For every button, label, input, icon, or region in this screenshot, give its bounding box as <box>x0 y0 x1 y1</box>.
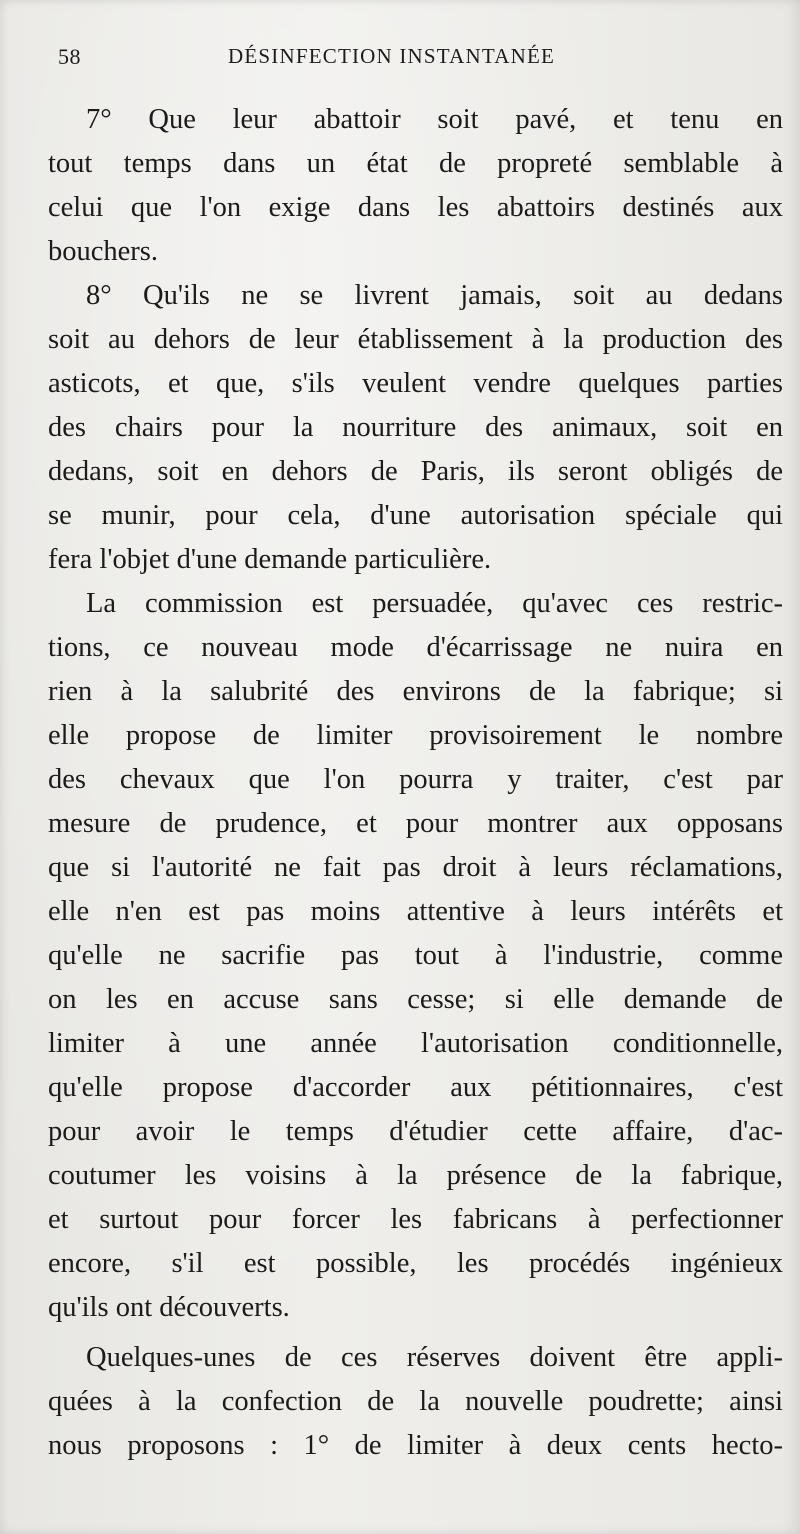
text-line: tions, ce nouveau mode d'écarrissage ne nuira en <box>48 632 783 663</box>
body-text <box>48 98 783 1468</box>
text-line: elle n'en est pas moins attentive à leurs intérêts et <box>48 896 783 927</box>
text-line: elle propose de limiter provisoirement le nombre <box>48 720 783 751</box>
running-title: DÉSINFECTION INSTANTANÉE <box>228 44 555 68</box>
paragraph-commission <box>48 582 783 1330</box>
text-line: qu'elle ne sacrifie pas tout à l'industrie, comme <box>48 940 783 971</box>
text-line: mesure de prudence, et pour montrer aux opposans <box>48 808 783 839</box>
text-line: dedans, soit en dehors de Paris, ils seront obligés de <box>48 456 783 487</box>
text-line: et surtout pour forcer les fabricans à perfectionner <box>48 1204 783 1235</box>
paragraph-reserves <box>48 1336 783 1468</box>
text-line: nous proposons : 1° de limiter à deux cents hecto- <box>48 1430 783 1461</box>
text-line: pour avoir le temps d'étudier cette affaire, d'ac- <box>48 1116 783 1147</box>
text-line: qu'elle propose d'accorder aux pétitionnaires, c'est <box>48 1072 783 1103</box>
text-line: 7° Que leur abattoir soit pavé, et tenu en <box>86 104 783 135</box>
text-line: rien à la salubrité des environs de la fabrique; si <box>48 676 783 707</box>
text-line: qu'ils ont découverts. <box>48 1292 290 1323</box>
text-line: on les en accuse sans cesse; si elle demande de <box>48 984 783 1015</box>
page-header <box>50 44 790 78</box>
page-number: 58 <box>58 44 81 69</box>
text-line: se munir, pour cela, d'une autorisation spéciale qui <box>48 500 783 531</box>
text-line: encore, s'il est possible, les procédés ingénieux <box>48 1248 783 1279</box>
text-line: coutumer les voisins à la présence de la fabrique, <box>48 1160 783 1191</box>
paragraph-article-7 <box>48 98 783 274</box>
text-line: quées à la confection de la nouvelle poudrette; ainsi <box>48 1386 783 1417</box>
text-line: asticots, et que, s'ils veulent vendre quelques parties <box>48 368 783 399</box>
text-line: bouchers. <box>48 236 159 267</box>
text-line: soit au dehors de leur établissement à la production des <box>48 324 783 355</box>
text-line: que si l'autorité ne fait pas droit à leurs réclamations, <box>48 852 783 883</box>
text-line: des chevaux que l'on pourra y traiter, c'est par <box>48 764 783 795</box>
text-line: 8° Qu'ils ne se livrent jamais, soit au dedans <box>86 280 783 311</box>
text-line: des chairs pour la nourriture des animaux, soit en <box>48 412 783 443</box>
text-line: tout temps dans un état de propreté semblable à <box>48 148 783 179</box>
paragraph-article-8 <box>48 274 783 582</box>
text-line: limiter à une année l'autorisation conditionnelle, <box>48 1028 783 1059</box>
text-line: La commission est persuadée, qu'avec ces restric- <box>86 588 783 619</box>
text-line: Quelques-unes de ces réserves doivent être appli- <box>86 1342 783 1373</box>
text-line: celui que l'on exige dans les abattoirs destinés aux <box>48 192 783 223</box>
text-line: fera l'objet d'une demande particulière. <box>48 544 492 575</box>
